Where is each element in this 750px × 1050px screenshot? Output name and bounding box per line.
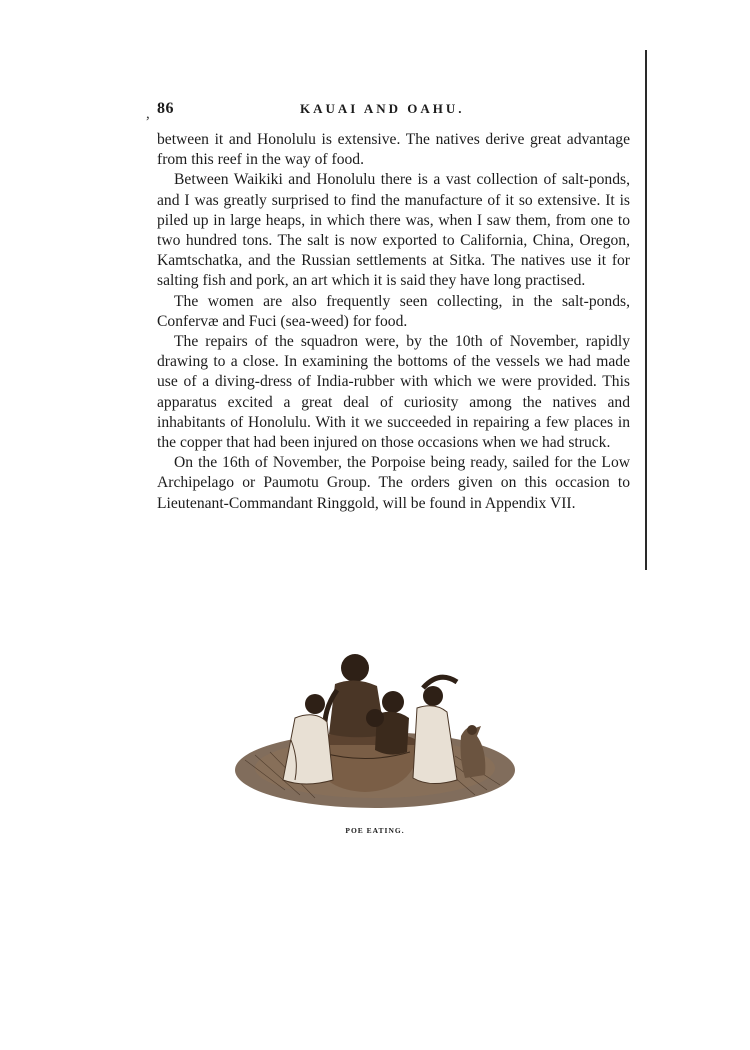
page-edge-rule <box>645 50 647 570</box>
paragraph-1: between it and Honolulu is extensive. The natives derive great advantage from this reef in the way of food. <box>157 131 630 169</box>
body-text <box>157 130 630 514</box>
engraving-illustration <box>225 640 525 820</box>
paragraph-3: The women are also frequently seen collecting, in the salt-ponds, Confervæ and Fuci (sea-weed) for food. <box>157 292 630 330</box>
margin-tick: , <box>146 106 150 122</box>
paragraph-4: The repairs of the squadron were, by the 10th of November, rapidly drawing to a close. In examining the bottoms of the vessels we had made use of a diving-dress of India-rubber with which we were provided. This apparatus excited a great deal of curiosity among the natives and inhabitants of Honolulu. With it we succeeded in repairing a few places in the copper that had been injured on those occasions when we had struck. <box>157 333 630 452</box>
paragraph-5: On the 16th of November, the Porpoise being ready, sailed for the Low Archipelago or Paumotu Group. The orders given on this occasion to Lieutenant-Commandant Ringgold, will be found in Appendix VII. <box>157 454 630 512</box>
poe-eating-engraving <box>225 640 525 820</box>
page-number: 86 <box>157 100 174 117</box>
paragraph-2: Between Waikiki and Honolulu there is a vast collection of salt-ponds, and I was greatly surprised to find the manufacture of it so extensive. It is piled up in large heaps, in which there was, when I saw them, from one to two hundred tons. The salt is now exported to California, China, Oregon, Kamtschatka, and the Russian settlements at Sitka. The natives use it for salting fish and pork, an art which it is said they have long practised. <box>157 171 630 290</box>
running-head: KAUAI AND OAHU. <box>300 101 465 116</box>
illustration-caption: POE EATING. <box>345 826 405 835</box>
